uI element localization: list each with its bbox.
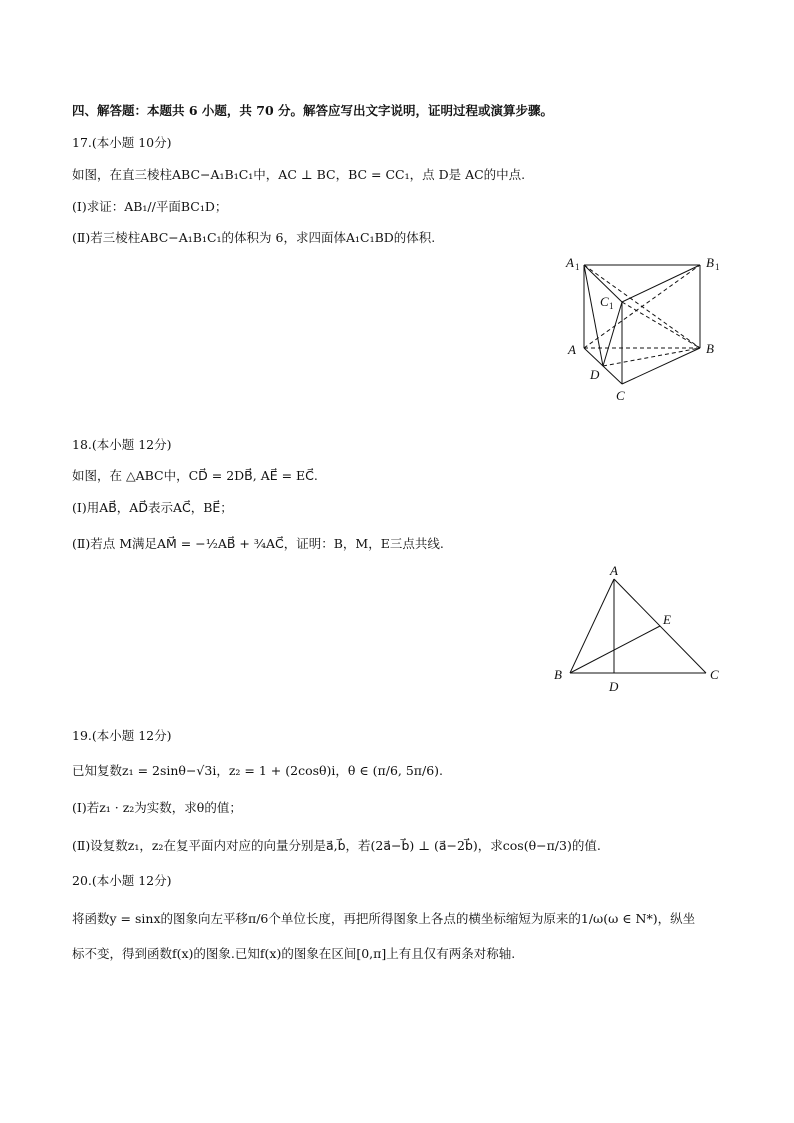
q17-label-C1-sub: 1 [609, 301, 614, 311]
q18-label-A: A [610, 563, 618, 578]
q17-label-C: C [616, 388, 625, 403]
q17-part2: (Ⅱ)若三棱柱ABC−A₁B₁C₁的体积为 6，求四面体A₁C₁BD的体积. [72, 230, 436, 245]
q17-label-A: A [568, 342, 576, 357]
q17-prism-figure [560, 250, 730, 408]
q18-triangle-figure [548, 562, 728, 697]
q18-label-C: C [710, 667, 719, 682]
q18-title: 18.(本小题 12分) [72, 437, 172, 452]
q18-part2: (Ⅱ)若点 M满足AM⃗ = −½AB⃗ + ¾AC⃗，证明：B，M，E三点共线. [72, 536, 444, 551]
q17-label-A1: A [566, 255, 574, 270]
q17-label-B: B [706, 341, 714, 356]
q17-label-A1-sub: 1 [575, 262, 580, 272]
q17-label-B1-sub: 1 [715, 262, 720, 272]
q20-line1: 将函数y = sinx的图象向左平移π/6个单位长度，再把所得图象上各点的横坐标缩短为原来的1/ω(ω ∈ N*)，纵坐 [72, 911, 696, 926]
q17-title: 17.(本小题 10分) [72, 135, 172, 150]
q20-line2: 标不变，得到函数f(x)的图象.已知f(x)的图象在区间[0,π]上有且仅有两条对称轴. [72, 946, 516, 961]
q18-stem: 如图，在 △ABC中，CD⃗ = 2DB⃗, AE⃗ = EC⃗. [72, 468, 318, 483]
q17-stem: 如图，在直三棱柱ABC−A₁B₁C₁中，AC ⊥ BC，BC = CC₁，点 D是 AC的中点. [72, 167, 526, 182]
q17-label-C1: C [600, 294, 609, 309]
q17-label-B1: B [706, 255, 714, 270]
q18-part1: (Ⅰ)用AB⃗，AD⃗表示AC⃗，BE⃗； [72, 500, 233, 515]
q18-label-D: D [609, 679, 619, 694]
q19-title: 19.(本小题 12分) [72, 728, 172, 743]
q18-label-E: E [663, 612, 671, 627]
q19-stem: 已知复数z₁ = 2sinθ−√3i，z₂ = 1 + (2cosθ)i，θ ∈ (π/6, 5π/6). [72, 763, 444, 778]
q19-part2: (Ⅱ)设复数z₁，z₂在复平面内对应的向量分别是a⃗,b⃗，若(2a⃗−b⃗) ⊥ (a⃗−2b⃗)，求cos(θ−π/3)的值. [72, 838, 601, 853]
section-heading: 四、解答题：本题共 6 小题，共 70 分。解答应写出文字说明，证明过程或演算步骤。 [72, 103, 554, 118]
q19-part1: (Ⅰ)若z₁ · z₂为实数，求θ的值； [72, 800, 242, 815]
q20-title: 20.(本小题 12分) [72, 873, 172, 888]
q18-label-B: B [554, 667, 562, 682]
q17-label-D: D [590, 367, 600, 382]
q17-part1: (Ⅰ)求证：AB₁//平面BC₁D； [72, 199, 228, 214]
